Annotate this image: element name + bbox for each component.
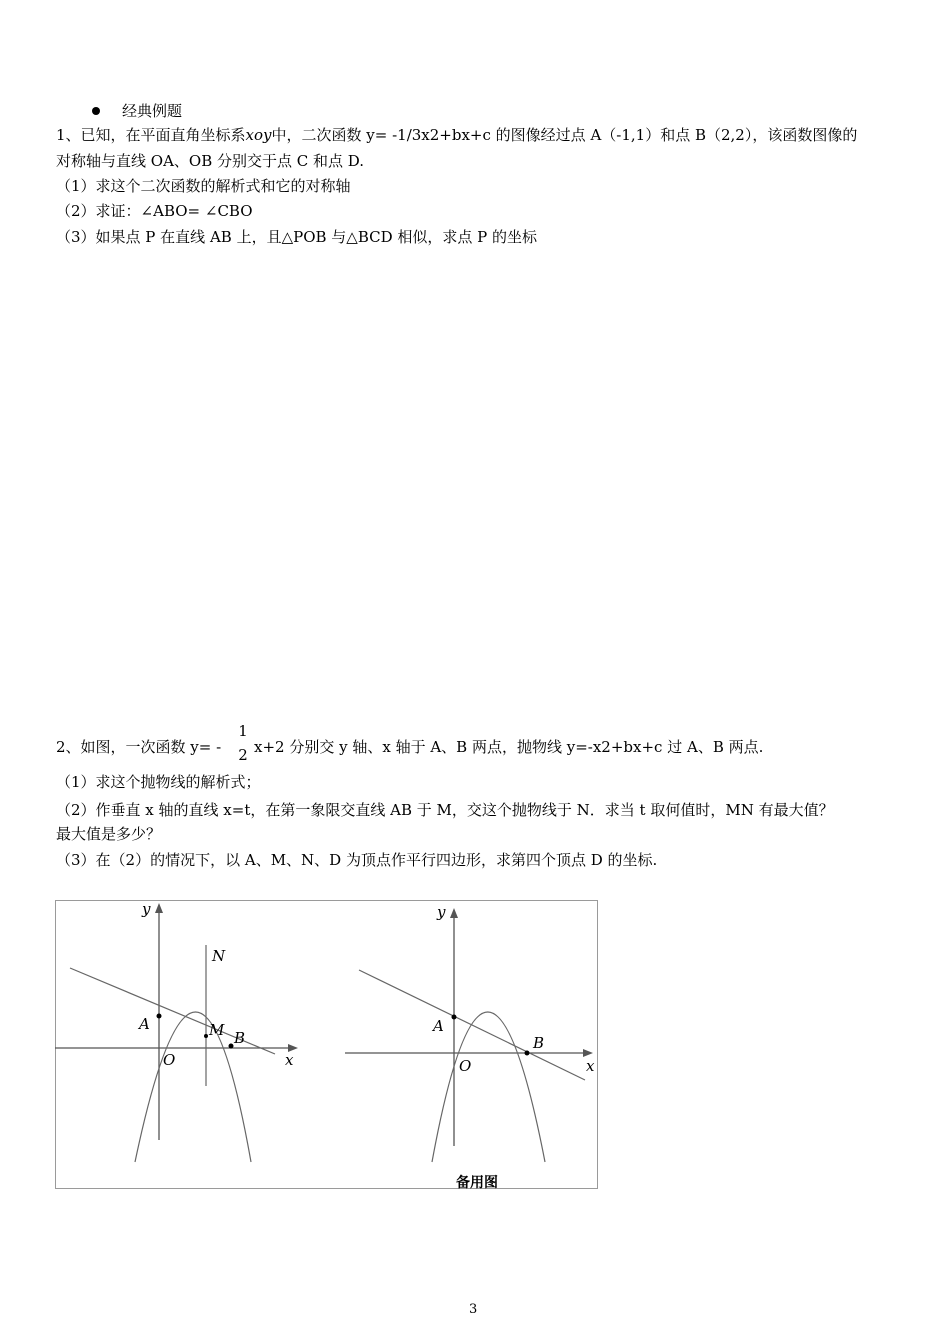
right-point-a [452,1015,457,1020]
figure-frame [56,901,598,1189]
problem2-figure [55,900,598,1190]
problem2-question2-line2: 最大值是多少？ [56,825,162,843]
problem1-coord-system: xoy [245,126,272,144]
bullet-icon [92,107,100,115]
problem2-line1-suffix: x+2 分别交 y 轴、x 轴于 A、B 两点，抛物线 y=-x2+bx+c 过 A、B 两点. [254,738,764,756]
right-label-x: x [586,1057,595,1075]
left-label-o: O [163,1051,176,1069]
left-label-a: A [139,1015,150,1033]
left-point-b [229,1044,234,1049]
problem2-line1-prefix: 2、如图，一次函数 y= - [56,738,222,756]
problem1-question3: （3）如果点 P 在直线 AB 上，且△POB 与△BCD 相似，求点 P 的坐标 [56,228,538,246]
problem1-line1-text: 1、已知，在平面直角坐标系 [56,126,246,144]
section-title: 经典例题 [122,102,183,120]
problem1-question2: （2）求证：∠ABO= ∠CBO [56,202,253,220]
fraction-numerator: 1 [238,722,248,740]
right-label-b: B [533,1034,545,1052]
problem1-line2: 对称轴与直线 OA、OB 分别交于点 C 和点 D. [56,152,365,170]
left-point-a [157,1014,162,1019]
right-label-a: A [433,1017,444,1035]
problem1-line1 [56,125,857,145]
left-label-n: N [212,947,226,965]
left-label-b: B [234,1029,246,1047]
fraction-denominator: 2 [238,746,248,764]
left-label-m: M [209,1021,225,1039]
problem2-question1: （1）求这个抛物线的解析式； [56,773,261,791]
problem2-question3: （3）在（2）的情况下，以 A、M、N、D 为顶点作平行四边形，求第四个顶点 D 的坐标. [56,851,658,869]
right-label-o: O [459,1057,472,1075]
left-point-m [204,1034,208,1038]
left-label-x: x [285,1051,294,1069]
problem2-question2-line1: （2）作垂直 x 轴的直线 x=t，在第一象限交直线 AB 于 M，交这个抛物线于 N．求当 t 取何值时，MN 有最大值？ [56,801,834,819]
page-number: 3 [469,1302,478,1317]
right-point-b [525,1051,530,1056]
right-label-y: y [437,903,446,921]
left-label-y: y [142,900,151,918]
figure-caption: 备用图 [456,1175,498,1191]
problem1-line1-rest: 中，二次函数 y= -1/3x2+bx+c 的图像经过点 A（-1,1）和点 B（2,2），该函数图像的 [271,126,858,144]
fraction-one-half [236,722,250,764]
problem1-question1: （1）求这个二次函数的解析式和它的对称轴 [56,177,351,195]
